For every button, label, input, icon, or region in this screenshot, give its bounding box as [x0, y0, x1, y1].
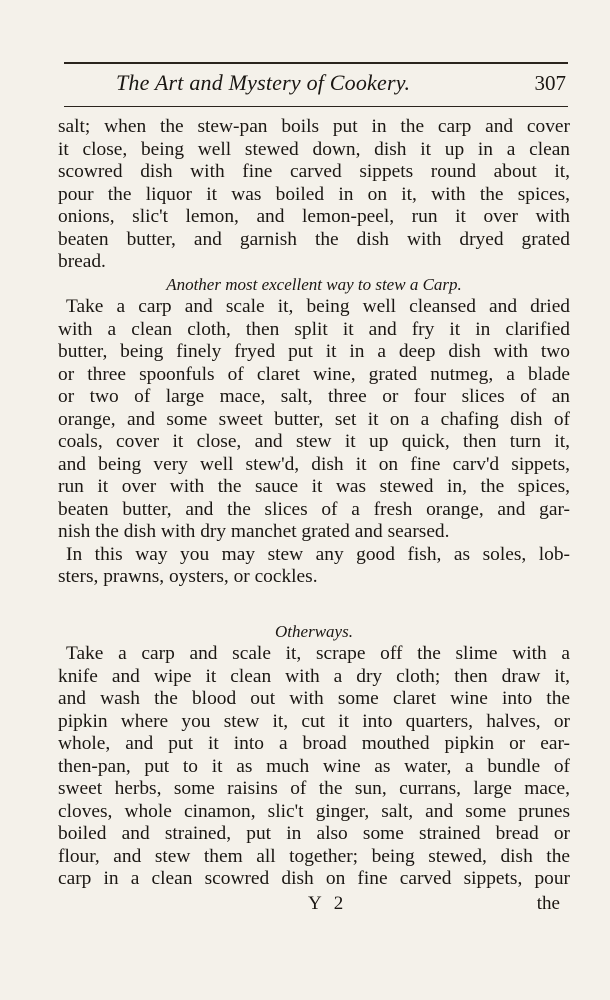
text-line: carp in a clean scowred dish on fine carved sippets, pour — [58, 868, 570, 889]
text-line: sweet herbs, some raisins of the sun, currans, large mace, — [58, 778, 570, 799]
text-line: Take a carp and scale it, being well cleansed and dried — [66, 296, 570, 317]
page-footer — [58, 893, 570, 915]
text-line: nish the dish with dry manchet grated and searsed. — [58, 521, 450, 542]
text-line: beaten butter, and garnish the dish with dryed grated — [58, 228, 570, 250]
text-line: and being very well stew'd, dish it on fine carv'd sippets, — [58, 453, 570, 475]
text-line: flour, and stew them all together; being stewed, dish the — [58, 845, 570, 867]
page-number: 307 — [534, 71, 566, 95]
text-line: it close, being well stewed down, dish it up in a clean — [58, 138, 570, 160]
text-line: cloves, whole cinamon, slic't ginger, salt, and some prunes — [58, 800, 570, 822]
text-line: In this way you may stew any good fish, as soles, lob- — [66, 543, 570, 565]
text-line: boiled and strained, put in also some strained bread or — [58, 823, 570, 844]
page-header — [64, 70, 568, 104]
header-rule — [64, 106, 568, 107]
recipe-heading: Another most excellent way to stew a Carp. — [166, 274, 462, 294]
running-title: The Art and Mystery of Cookery. — [116, 70, 411, 95]
text-line: scowred dish with fine carved sippets round about it, — [58, 161, 570, 182]
catchword: the — [536, 892, 560, 914]
text-line: with a clean cloth, then split it and fry it in clarified — [58, 318, 570, 340]
text-line: onions, slic't lemon, and lemon-peel, run it over with — [58, 206, 570, 227]
top-rule — [64, 62, 568, 64]
text-line: bread. — [58, 251, 106, 272]
text-line: sters, prawns, oysters, or cockles. — [58, 566, 318, 587]
recipe-another-way-to-stew-carp — [58, 296, 570, 589]
signature-mark: Y 2 — [308, 892, 348, 914]
text-line: or three spoonfuls of claret wine, grated nutmeg, a blade — [58, 363, 570, 385]
text-line: beaten butter, and the slices of a fresh orange, and gar- — [58, 498, 570, 520]
text-line: pour the liquor it was boiled in on it, with the spices, — [58, 183, 570, 205]
text-line: butter, being finely fryed put it in a deep dish with two — [58, 341, 570, 362]
recipe-otherways — [58, 643, 570, 891]
recipe-heading: Otherways. — [275, 621, 353, 641]
page-body — [58, 116, 570, 915]
paragraph-stew-carp-end — [58, 116, 570, 274]
text-line: and wash the blood out with some claret wine into the — [58, 688, 570, 709]
text-line: run it over with the sauce it was stewed in, the spices, — [58, 476, 570, 497]
text-line: Take a carp and scale it, scrape off the slime with a — [66, 643, 570, 664]
text-line: salt; when the stew-pan boils put in the carp and cover — [58, 116, 570, 137]
text-line: knife and wipe it clean with a dry cloth; then draw it, — [58, 665, 570, 687]
text-line: pipkin where you stew it, cut it into quarters, halves, or — [58, 710, 570, 732]
text-line: orange, and some sweet butter, set it on a chafing dish of — [58, 408, 570, 430]
text-line: whole, and put it into a broad mouthed pipkin or ear- — [58, 733, 570, 754]
text-line: then-pan, put to it as much wine as water, a bundle of — [58, 755, 570, 777]
text-line: coals, cover it close, and stew it up quick, then turn it, — [58, 431, 570, 452]
text-line: or two of large mace, salt, three or four slices of an — [58, 386, 570, 407]
section-gap — [58, 589, 570, 621]
